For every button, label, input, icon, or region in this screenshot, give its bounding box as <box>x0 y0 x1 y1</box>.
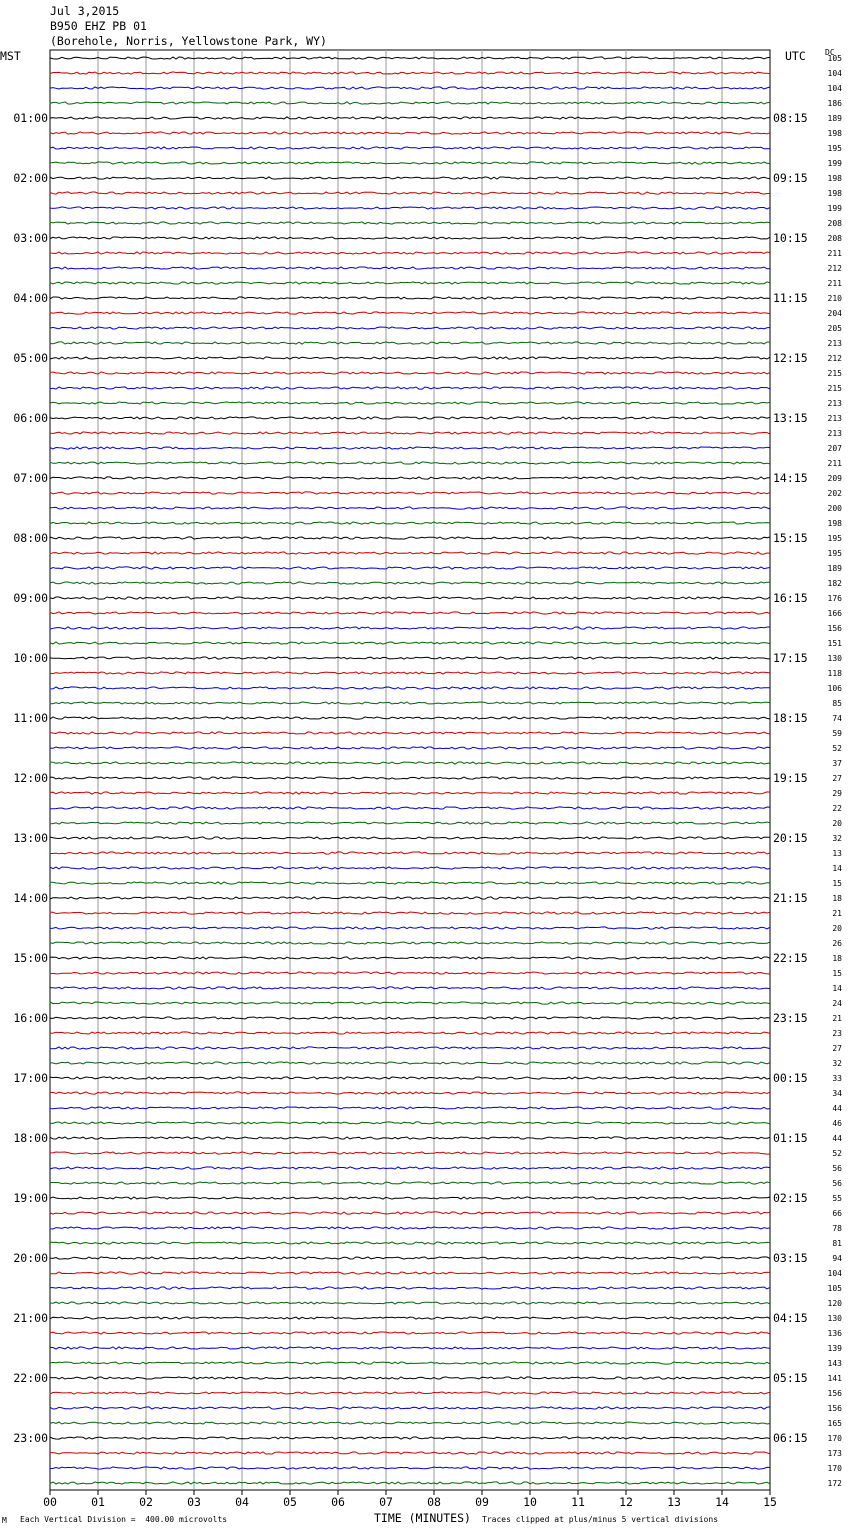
seismic-trace <box>50 1332 770 1334</box>
scale-note: Each Vertical Division = 400.00 microvolts <box>20 1515 228 1524</box>
seismic-trace <box>50 717 770 719</box>
dc-offset-label: 211 <box>827 459 842 468</box>
dc-offset-label: 94 <box>832 1254 842 1263</box>
dc-offset-label: 120 <box>827 1299 842 1308</box>
dc-offset-label: 130 <box>827 1314 842 1323</box>
seismic-trace <box>50 1032 770 1034</box>
seismic-trace <box>50 72 770 74</box>
seismic-trace <box>50 1317 770 1319</box>
mst-hour-label: 04:00 <box>13 291 48 305</box>
mst-hour-label: 07:00 <box>13 471 48 485</box>
dc-offset-label: 182 <box>827 579 842 588</box>
dc-offset-label: 189 <box>827 114 842 123</box>
dc-offset-label: 24 <box>832 999 842 1008</box>
seismic-trace <box>50 117 770 119</box>
seismic-trace <box>50 852 770 854</box>
dc-offset-label: 52 <box>832 1149 842 1158</box>
x-tick-label: 12 <box>619 1495 633 1509</box>
dc-offset-label: 130 <box>827 654 842 663</box>
dc-offset-label: 205 <box>827 324 842 333</box>
station-code: B950 EHZ PB 01 <box>50 19 147 33</box>
seismic-trace <box>50 567 770 569</box>
seismic-trace <box>50 1392 770 1394</box>
mst-hour-label: 16:00 <box>13 1011 48 1025</box>
dc-offset-label: 106 <box>827 684 842 693</box>
utc-hour-label: 16:15 <box>773 591 808 605</box>
dc-offset-label: 104 <box>827 84 842 93</box>
seismic-trace <box>50 372 770 374</box>
x-tick-label: 10 <box>523 1495 537 1509</box>
seismic-trace <box>50 702 770 704</box>
dc-offset-label: 204 <box>827 309 842 318</box>
dc-offset-label: 176 <box>827 594 842 603</box>
dc-offset-label: 74 <box>832 714 842 723</box>
utc-hour-label: 17:15 <box>773 651 808 665</box>
dc-offset-label: 213 <box>827 414 842 423</box>
x-tick-label: 08 <box>427 1495 441 1509</box>
utc-hour-label: 03:15 <box>773 1251 808 1265</box>
utc-hour-label: 12:15 <box>773 351 808 365</box>
seismic-trace <box>50 447 770 449</box>
dc-offset-label: 15 <box>832 969 842 978</box>
mst-hour-label: 21:00 <box>13 1311 48 1325</box>
dc-offset-label: 104 <box>827 69 842 78</box>
seismic-trace <box>50 417 770 419</box>
seismic-trace <box>50 1287 770 1289</box>
seismic-trace <box>50 1227 770 1229</box>
x-tick-label: 15 <box>763 1495 777 1509</box>
mst-hour-label: 15:00 <box>13 951 48 965</box>
seismic-trace <box>50 1452 770 1454</box>
utc-hour-label: 19:15 <box>773 771 808 785</box>
seismic-trace <box>50 987 770 989</box>
dc-offset-label: 172 <box>827 1479 842 1488</box>
mst-hour-label: 08:00 <box>13 531 48 545</box>
seismic-trace <box>50 897 770 899</box>
x-tick-label: 06 <box>331 1495 345 1509</box>
dc-offset-label: 21 <box>832 1014 842 1023</box>
mst-hour-label: 09:00 <box>13 591 48 605</box>
seismic-trace <box>50 462 770 464</box>
dc-offset-label: 198 <box>827 129 842 138</box>
seismic-trace <box>50 1482 770 1484</box>
seismic-trace <box>50 1467 770 1469</box>
seismic-trace <box>50 402 770 404</box>
dc-offset-label: 143 <box>827 1359 842 1368</box>
seismic-trace <box>50 942 770 944</box>
seismic-trace <box>50 162 770 164</box>
x-tick-label: 05 <box>283 1495 297 1509</box>
utc-hour-label: 08:15 <box>773 111 808 125</box>
dc-offset-label: 165 <box>827 1419 842 1428</box>
scale-marker: M <box>2 1516 7 1525</box>
seismic-trace <box>50 867 770 869</box>
dc-offset-label: 21 <box>832 909 842 918</box>
dc-offset-label: 27 <box>832 1044 842 1053</box>
mst-hour-label: 02:00 <box>13 171 48 185</box>
mst-hour-label: 03:00 <box>13 231 48 245</box>
utc-hour-label: 14:15 <box>773 471 808 485</box>
clip-note: Traces clipped at plus/minus 5 vertical divisions <box>482 1515 719 1524</box>
dc-offset-label: 23 <box>832 1029 842 1038</box>
dc-offset-label: 34 <box>832 1089 842 1098</box>
dc-offset-label: 26 <box>832 939 842 948</box>
seismic-trace <box>50 1092 770 1094</box>
seismic-trace <box>50 807 770 809</box>
seismic-trace <box>50 1242 770 1244</box>
seismic-trace <box>50 1437 770 1439</box>
dc-offset-label: 27 <box>832 774 842 783</box>
x-tick-label: 14 <box>715 1495 729 1509</box>
seismic-trace <box>50 732 770 734</box>
seismic-trace <box>50 597 770 599</box>
utc-hour-label: 15:15 <box>773 531 808 545</box>
dc-offset-label: 37 <box>832 759 842 768</box>
dc-offset-label: 105 <box>827 1284 842 1293</box>
x-tick-label: 03 <box>187 1495 201 1509</box>
dc-offset-label: 136 <box>827 1329 842 1338</box>
dc-offset-label: 32 <box>832 1059 842 1068</box>
x-tick-label: 13 <box>667 1495 681 1509</box>
station-location: (Borehole, Norris, Yellowstone Park, WY) <box>50 34 327 48</box>
utc-hour-label: 09:15 <box>773 171 808 185</box>
x-tick-label: 09 <box>475 1495 489 1509</box>
dc-offset-label: 44 <box>832 1104 842 1113</box>
dc-offset-label: 81 <box>832 1239 842 1248</box>
seismic-trace <box>50 237 770 239</box>
mst-hour-label: 14:00 <box>13 891 48 905</box>
dc-offset-label: 215 <box>827 384 842 393</box>
mst-hour-label: 17:00 <box>13 1071 48 1085</box>
x-tick-label: 01 <box>91 1495 105 1509</box>
seismic-trace <box>50 837 770 839</box>
seismic-trace <box>50 87 770 89</box>
seismic-trace <box>50 1302 770 1304</box>
dc-offset-label: 56 <box>832 1164 842 1173</box>
mst-hour-label: 12:00 <box>13 771 48 785</box>
mst-hour-label: 01:00 <box>13 111 48 125</box>
seismic-trace <box>50 657 770 659</box>
seismic-trace <box>50 507 770 509</box>
dc-offset-label: 212 <box>827 354 842 363</box>
utc-hour-label: 11:15 <box>773 291 808 305</box>
seismic-trace <box>50 672 770 674</box>
utc-hour-label: 13:15 <box>773 411 808 425</box>
dc-offset-label: 105 <box>827 54 842 63</box>
mst-hour-label: 20:00 <box>13 1251 48 1265</box>
seismic-trace <box>50 1122 770 1124</box>
dc-offset-label: 199 <box>827 204 842 213</box>
dc-offset-label: 195 <box>827 549 842 558</box>
seismic-trace <box>50 747 770 749</box>
dc-offset-label: 209 <box>827 474 842 483</box>
utc-hour-label: 02:15 <box>773 1191 808 1205</box>
dc-offset-label: 156 <box>827 1389 842 1398</box>
dc-offset-label: 104 <box>827 1269 842 1278</box>
mst-hour-label: 19:00 <box>13 1191 48 1205</box>
dc-offset-label: 78 <box>832 1224 842 1233</box>
dc-offset-label: 15 <box>832 879 842 888</box>
seismic-trace <box>50 1107 770 1109</box>
utc-hour-label: 06:15 <box>773 1431 808 1445</box>
dc-offset-label: 173 <box>827 1449 842 1458</box>
seismic-trace <box>50 777 770 779</box>
utc-hour-label: 20:15 <box>773 831 808 845</box>
seismic-trace <box>50 1377 770 1379</box>
dc-offset-label: 151 <box>827 639 842 648</box>
dc-offset-label: 20 <box>832 819 842 828</box>
seismic-trace <box>50 1197 770 1199</box>
right-timezone-label: UTC <box>785 49 806 63</box>
dc-offset-label: 189 <box>827 564 842 573</box>
dc-offset-label: 85 <box>832 699 842 708</box>
seismic-trace <box>50 1017 770 1019</box>
x-tick-label: 04 <box>235 1495 249 1509</box>
plot-date: Jul 3,2015 <box>50 4 120 18</box>
dc-offset-label: 52 <box>832 744 842 753</box>
seismic-trace <box>50 102 770 104</box>
seismic-trace <box>50 882 770 884</box>
dc-offset-label: 22 <box>832 804 842 813</box>
mst-hour-label: 22:00 <box>13 1371 48 1385</box>
utc-hour-label: 23:15 <box>773 1011 808 1025</box>
dc-offset-label: 207 <box>827 444 842 453</box>
dc-offset-label: 211 <box>827 249 842 258</box>
dc-offset-label: 198 <box>827 174 842 183</box>
dc-offset-label: 32 <box>832 834 842 843</box>
dc-offset-label: 18 <box>832 894 842 903</box>
seismic-trace <box>50 132 770 134</box>
dc-offset-label: 55 <box>832 1194 842 1203</box>
dc-offset-label: 29 <box>832 789 842 798</box>
seismic-trace <box>50 1152 770 1154</box>
seismic-trace <box>50 267 770 269</box>
x-tick-label: 11 <box>571 1495 585 1509</box>
seismic-trace <box>50 822 770 824</box>
seismic-trace <box>50 522 770 524</box>
dc-offset-label: 170 <box>827 1464 842 1473</box>
seismic-trace <box>50 927 770 929</box>
utc-hour-label: 05:15 <box>773 1371 808 1385</box>
dc-offset-label: 156 <box>827 624 842 633</box>
dc-offset-label: 213 <box>827 429 842 438</box>
dc-offset-label: 46 <box>832 1119 842 1128</box>
dc-offset-label: 208 <box>827 234 842 243</box>
seismic-trace <box>50 1077 770 1079</box>
seismic-trace <box>50 327 770 329</box>
mst-hour-label: 06:00 <box>13 411 48 425</box>
seismic-trace <box>50 582 770 584</box>
seismic-trace <box>50 1002 770 1004</box>
dc-offset-label: 195 <box>827 534 842 543</box>
seismic-trace <box>50 552 770 554</box>
mst-hour-label: 05:00 <box>13 351 48 365</box>
seismic-trace <box>50 627 770 629</box>
mst-hour-label: 11:00 <box>13 711 48 725</box>
dc-offset-label: 139 <box>827 1344 842 1353</box>
seismic-trace <box>50 972 770 974</box>
seismic-trace <box>50 1167 770 1169</box>
seismic-trace <box>50 147 770 149</box>
seismic-trace <box>50 612 770 614</box>
dc-offset-label: 170 <box>827 1434 842 1443</box>
utc-hour-label: 21:15 <box>773 891 808 905</box>
dc-offset-label: 166 <box>827 609 842 618</box>
seismic-trace <box>50 1422 770 1424</box>
dc-offset-label: 199 <box>827 159 842 168</box>
utc-hour-label: 18:15 <box>773 711 808 725</box>
utc-hour-label: 22:15 <box>773 951 808 965</box>
seismic-trace <box>50 1212 770 1214</box>
seismic-trace <box>50 1047 770 1049</box>
dc-offset-label: 156 <box>827 1404 842 1413</box>
seismic-trace <box>50 177 770 179</box>
dc-column-label: DC <box>825 48 835 57</box>
dc-offset-label: 118 <box>827 669 842 678</box>
seismic-trace <box>50 297 770 299</box>
dc-offset-label: 66 <box>832 1209 842 1218</box>
utc-hour-label: 10:15 <box>773 231 808 245</box>
seismic-trace <box>50 1182 770 1184</box>
seismic-trace <box>50 342 770 344</box>
dc-offset-label: 208 <box>827 219 842 228</box>
dc-offset-label: 56 <box>832 1179 842 1188</box>
dc-offset-label: 44 <box>832 1134 842 1143</box>
x-tick-label: 02 <box>139 1495 153 1509</box>
seismic-trace <box>50 1362 770 1364</box>
mst-hour-label: 18:00 <box>13 1131 48 1145</box>
dc-offset-label: 141 <box>827 1374 842 1383</box>
seismic-trace <box>50 222 770 224</box>
seismic-trace <box>50 792 770 794</box>
utc-hour-label: 04:15 <box>773 1311 808 1325</box>
dc-offset-label: 210 <box>827 294 842 303</box>
seismic-trace <box>50 357 770 359</box>
seismic-trace <box>50 282 770 284</box>
dc-offset-label: 213 <box>827 399 842 408</box>
seismic-trace <box>50 642 770 644</box>
dc-offset-label: 59 <box>832 729 842 738</box>
dc-offset-label: 33 <box>832 1074 842 1083</box>
seismic-trace <box>50 1347 770 1349</box>
seismic-trace <box>50 312 770 314</box>
dc-offset-label: 202 <box>827 489 842 498</box>
seismic-trace <box>50 537 770 539</box>
mst-hour-label: 13:00 <box>13 831 48 845</box>
dc-offset-label: 14 <box>832 864 842 873</box>
seismic-trace <box>50 477 770 479</box>
dc-offset-label: 195 <box>827 144 842 153</box>
dc-offset-label: 20 <box>832 924 842 933</box>
x-tick-label: 00 <box>43 1495 57 1509</box>
x-tick-label: 07 <box>379 1495 393 1509</box>
seismic-trace <box>50 762 770 764</box>
utc-hour-label: 01:15 <box>773 1131 808 1145</box>
dc-offset-label: 211 <box>827 279 842 288</box>
dc-offset-label: 198 <box>827 189 842 198</box>
seismic-trace <box>50 687 770 689</box>
left-timezone-label: MST <box>0 49 21 63</box>
seismic-trace <box>50 1257 770 1259</box>
seismic-trace <box>50 492 770 494</box>
dc-offset-label: 18 <box>832 954 842 963</box>
seismic-trace <box>50 192 770 194</box>
utc-hour-label: 00:15 <box>773 1071 808 1085</box>
dc-offset-label: 198 <box>827 519 842 528</box>
dc-offset-label: 14 <box>832 984 842 993</box>
dc-offset-label: 186 <box>827 99 842 108</box>
seismic-trace <box>50 1137 770 1139</box>
seismic-trace <box>50 57 770 59</box>
seismic-trace <box>50 1272 770 1274</box>
seismic-trace <box>50 1062 770 1064</box>
dc-offset-label: 213 <box>827 339 842 348</box>
seismic-trace <box>50 957 770 959</box>
x-axis-label: TIME (MINUTES) <box>374 1511 471 1525</box>
seismic-trace <box>50 1407 770 1409</box>
dc-offset-label: 215 <box>827 369 842 378</box>
dc-offset-label: 200 <box>827 504 842 513</box>
mst-hour-label: 10:00 <box>13 651 48 665</box>
seismic-trace <box>50 432 770 434</box>
seismic-trace <box>50 207 770 209</box>
dc-offset-label: 13 <box>832 849 842 858</box>
mst-hour-label: 23:00 <box>13 1431 48 1445</box>
seismic-trace <box>50 387 770 389</box>
seismic-trace <box>50 912 770 914</box>
seismic-trace <box>50 252 770 254</box>
dc-offset-label: 212 <box>827 264 842 273</box>
